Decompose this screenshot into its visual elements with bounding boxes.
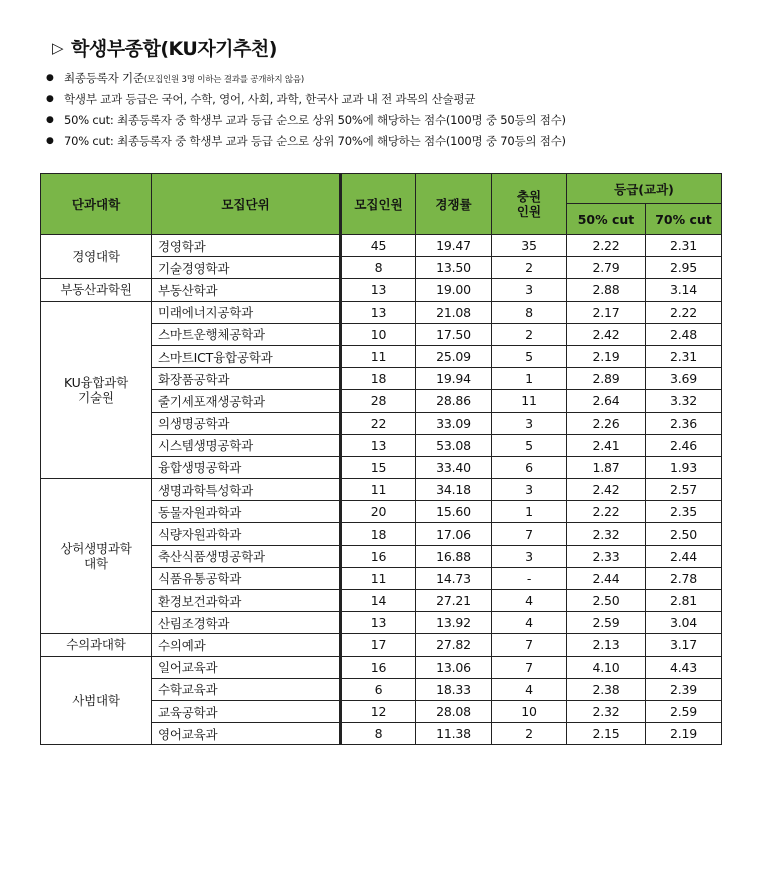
quota-cell: 13 (341, 279, 416, 301)
cut70-cell: 2.59 (646, 700, 722, 722)
header-quota: 모집인원 (341, 174, 416, 235)
extra-cell: 5 (492, 345, 567, 367)
ratio-cell: 21.08 (416, 301, 492, 323)
note-text: 최종등록자 기준 (64, 71, 144, 85)
triangle-marker-icon: ▷ (52, 38, 64, 57)
extra-cell: 3 (492, 545, 567, 567)
cut70-cell: 2.78 (646, 567, 722, 589)
cut70-cell: 2.48 (646, 323, 722, 345)
ratio-cell: 17.50 (416, 323, 492, 345)
quota-cell: 11 (341, 567, 416, 589)
cut70-cell: 4.43 (646, 656, 722, 678)
cut70-cell: 3.32 (646, 390, 722, 412)
cut50-cell: 4.10 (567, 656, 646, 678)
dept-cell: 생명과학특성학과 (152, 479, 341, 501)
ratio-cell: 19.00 (416, 279, 492, 301)
extra-cell: 2 (492, 323, 567, 345)
college-cell: 경영대학 (41, 235, 152, 279)
cut50-cell: 2.50 (567, 590, 646, 612)
college-cell: 부동산과학원 (41, 279, 152, 301)
table-row (41, 301, 722, 323)
dept-cell: 줄기세포재생공학과 (152, 390, 341, 412)
quota-cell: 17 (341, 634, 416, 656)
quota-cell: 11 (341, 479, 416, 501)
dept-cell: 산림조경학과 (152, 612, 341, 634)
cut70-cell: 1.93 (646, 456, 722, 478)
quota-cell: 28 (341, 390, 416, 412)
ratio-cell: 13.06 (416, 656, 492, 678)
extra-cell: 10 (492, 700, 567, 722)
dept-cell: 교육공학과 (152, 700, 341, 722)
extra-cell: 8 (492, 301, 567, 323)
header-cut50: 50% cut (567, 204, 646, 235)
cut70-cell: 2.44 (646, 545, 722, 567)
quota-cell: 13 (341, 301, 416, 323)
dept-cell: 축산식품생명공학과 (152, 545, 341, 567)
ratio-cell: 13.92 (416, 612, 492, 634)
note-item (46, 89, 566, 110)
dept-cell: 기술경영학과 (152, 257, 341, 279)
cut70-cell: 3.17 (646, 634, 722, 656)
cut70-cell: 2.35 (646, 501, 722, 523)
college-cell: 수의과대학 (41, 634, 152, 656)
table-row (41, 656, 722, 678)
dept-cell: 동물자원과학과 (152, 501, 341, 523)
cut70-cell: 3.14 (646, 279, 722, 301)
header-grade: 등급(교과) (567, 174, 722, 204)
cut70-cell: 2.22 (646, 301, 722, 323)
ratio-cell: 34.18 (416, 479, 492, 501)
notes-list (46, 68, 566, 152)
quota-cell: 14 (341, 590, 416, 612)
cut70-cell: 2.95 (646, 257, 722, 279)
quota-cell: 8 (341, 257, 416, 279)
dept-cell: 부동산학과 (152, 279, 341, 301)
table-body (41, 235, 722, 745)
table-row (41, 279, 722, 301)
cut70-cell: 2.81 (646, 590, 722, 612)
dept-cell: 의생명공학과 (152, 412, 341, 434)
cut50-cell: 1.87 (567, 456, 646, 478)
quota-cell: 13 (341, 612, 416, 634)
extra-cell: 1 (492, 368, 567, 390)
bullet-icon: ● (46, 73, 54, 83)
ratio-cell: 16.88 (416, 545, 492, 567)
dept-cell: 융합생명공학과 (152, 456, 341, 478)
header-ratio: 경쟁률 (416, 174, 492, 235)
cut50-cell: 2.17 (567, 301, 646, 323)
ratio-cell: 28.08 (416, 700, 492, 722)
cut50-cell: 2.26 (567, 412, 646, 434)
dept-cell: 식량자원과학과 (152, 523, 341, 545)
extra-cell: 7 (492, 523, 567, 545)
quota-cell: 18 (341, 368, 416, 390)
cut50-cell: 2.38 (567, 678, 646, 700)
cut50-cell: 2.42 (567, 479, 646, 501)
extra-cell: - (492, 567, 567, 589)
ratio-cell: 14.73 (416, 567, 492, 589)
cut50-cell: 2.19 (567, 345, 646, 367)
quota-cell: 10 (341, 323, 416, 345)
extra-cell: 7 (492, 656, 567, 678)
table-row (41, 479, 722, 501)
note-item (46, 131, 566, 152)
ratio-cell: 33.40 (416, 456, 492, 478)
extra-cell: 11 (492, 390, 567, 412)
cut50-cell: 2.89 (567, 368, 646, 390)
extra-cell: 5 (492, 434, 567, 456)
cut70-cell: 2.39 (646, 678, 722, 700)
college-cell: 상허생명과학 대학 (41, 479, 152, 634)
cut50-cell: 2.15 (567, 723, 646, 745)
cut70-cell: 2.36 (646, 412, 722, 434)
ratio-cell: 11.38 (416, 723, 492, 745)
ratio-cell: 18.33 (416, 678, 492, 700)
quota-cell: 16 (341, 656, 416, 678)
cut70-cell: 2.31 (646, 235, 722, 257)
bullet-icon: ● (46, 94, 54, 104)
cut50-cell: 2.42 (567, 323, 646, 345)
quota-cell: 18 (341, 523, 416, 545)
cut70-cell: 2.46 (646, 434, 722, 456)
quota-cell: 45 (341, 235, 416, 257)
note-subtext: (모집인원 3명 이하는 결과를 공개하지 않음) (143, 75, 304, 85)
dept-cell: 일어교육과 (152, 656, 341, 678)
table-row (41, 235, 722, 257)
header-extra: 충원 인원 (492, 174, 567, 235)
extra-cell: 4 (492, 590, 567, 612)
cut50-cell: 2.79 (567, 257, 646, 279)
cut50-cell: 2.22 (567, 235, 646, 257)
note-text: 50% cut: 최종등록자 중 학생부 교과 등급 순으로 상위 50%에 해당하는 점수(100명 중 50등의 점수) (64, 113, 566, 127)
extra-cell: 35 (492, 235, 567, 257)
note-item (46, 110, 566, 131)
cut50-cell: 2.44 (567, 567, 646, 589)
dept-cell: 영어교육과 (152, 723, 341, 745)
college-cell: 사범대학 (41, 656, 152, 745)
extra-cell: 1 (492, 501, 567, 523)
dept-cell: 수의예과 (152, 634, 341, 656)
page-title (52, 34, 277, 61)
ratio-cell: 27.21 (416, 590, 492, 612)
cut70-cell: 2.50 (646, 523, 722, 545)
bullet-icon: ● (46, 115, 54, 125)
cut50-cell: 2.59 (567, 612, 646, 634)
dept-cell: 수학교육과 (152, 678, 341, 700)
quota-cell: 13 (341, 434, 416, 456)
college-cell: KU융합과학 기술원 (41, 301, 152, 479)
cut50-cell: 2.64 (567, 390, 646, 412)
cut70-cell: 2.57 (646, 479, 722, 501)
cut50-cell: 2.22 (567, 501, 646, 523)
dept-cell: 미래에너지공학과 (152, 301, 341, 323)
quota-cell: 6 (341, 678, 416, 700)
quota-cell: 12 (341, 700, 416, 722)
dept-cell: 화장품공학과 (152, 368, 341, 390)
quota-cell: 22 (341, 412, 416, 434)
dept-cell: 환경보건과학과 (152, 590, 341, 612)
ratio-cell: 13.50 (416, 257, 492, 279)
cut50-cell: 2.32 (567, 523, 646, 545)
quota-cell: 16 (341, 545, 416, 567)
page-title-text: 학생부종합(KU자기추천) (71, 38, 277, 60)
cut70-cell: 3.04 (646, 612, 722, 634)
cut50-cell: 2.13 (567, 634, 646, 656)
extra-cell: 4 (492, 678, 567, 700)
header-college: 단과대학 (41, 174, 152, 235)
cut50-cell: 2.32 (567, 700, 646, 722)
ratio-cell: 53.08 (416, 434, 492, 456)
header-dept: 모집단위 (152, 174, 341, 235)
extra-cell: 3 (492, 412, 567, 434)
cut70-cell: 3.69 (646, 368, 722, 390)
quota-cell: 15 (341, 456, 416, 478)
quota-cell: 11 (341, 345, 416, 367)
dept-cell: 시스템생명공학과 (152, 434, 341, 456)
dept-cell: 식품유통공학과 (152, 567, 341, 589)
table-row (41, 634, 722, 656)
cut50-cell: 2.41 (567, 434, 646, 456)
quota-cell: 20 (341, 501, 416, 523)
extra-cell: 3 (492, 479, 567, 501)
ratio-cell: 15.60 (416, 501, 492, 523)
extra-cell: 4 (492, 612, 567, 634)
ratio-cell: 25.09 (416, 345, 492, 367)
bullet-icon: ● (46, 136, 54, 146)
extra-cell: 2 (492, 723, 567, 745)
dept-cell: 스마트ICT융합공학과 (152, 345, 341, 367)
ratio-cell: 19.47 (416, 235, 492, 257)
note-text: 70% cut: 최종등록자 중 학생부 교과 등급 순으로 상위 70%에 해당하는 점수(100명 중 70등의 점수) (64, 134, 566, 148)
extra-cell: 2 (492, 257, 567, 279)
extra-cell: 6 (492, 456, 567, 478)
note-item (46, 68, 566, 89)
cut70-cell: 2.19 (646, 723, 722, 745)
note-text: 학생부 교과 등급은 국어, 수학, 영어, 사회, 과학, 한국사 교과 내 전 과목의 산술평균 (64, 92, 476, 106)
quota-cell: 8 (341, 723, 416, 745)
cut50-cell: 2.88 (567, 279, 646, 301)
ratio-cell: 33.09 (416, 412, 492, 434)
admission-results-table (40, 173, 722, 745)
header-cut70: 70% cut (646, 204, 722, 235)
ratio-cell: 19.94 (416, 368, 492, 390)
ratio-cell: 28.86 (416, 390, 492, 412)
extra-cell: 7 (492, 634, 567, 656)
dept-cell: 경영학과 (152, 235, 341, 257)
dept-cell: 스마트운행체공학과 (152, 323, 341, 345)
cut50-cell: 2.33 (567, 545, 646, 567)
cut70-cell: 2.31 (646, 345, 722, 367)
ratio-cell: 27.82 (416, 634, 492, 656)
ratio-cell: 17.06 (416, 523, 492, 545)
extra-cell: 3 (492, 279, 567, 301)
